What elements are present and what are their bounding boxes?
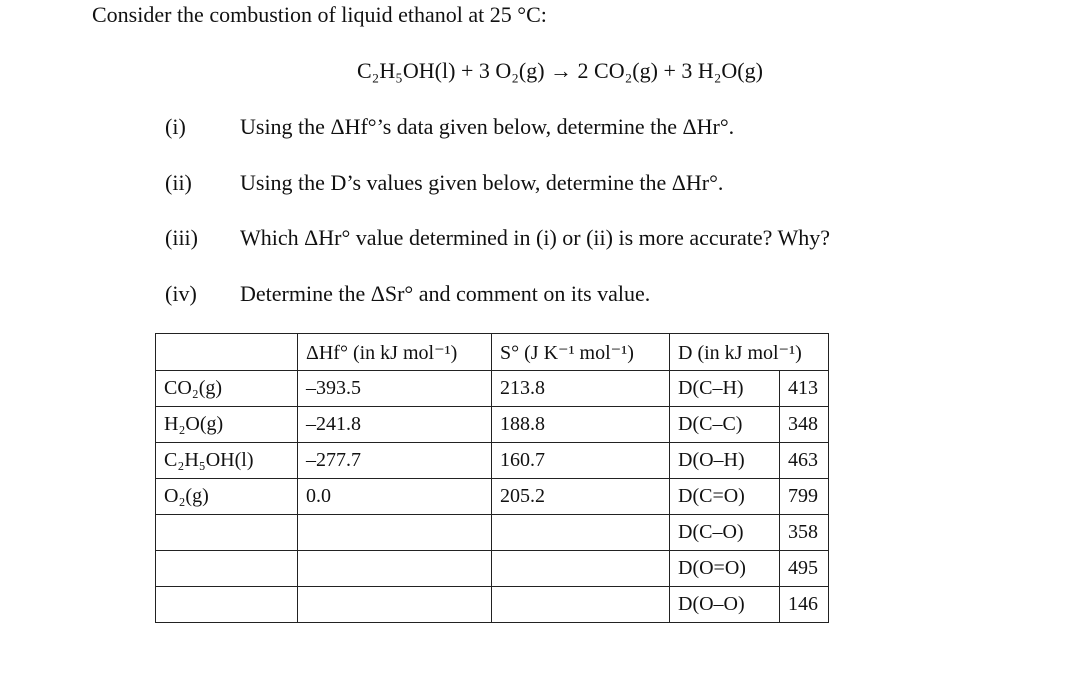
species-cell: CO₂(g) — [156, 371, 298, 407]
table-row — [156, 443, 829, 479]
table-row — [156, 587, 829, 623]
intro-text: Consider the combustion of liquid ethanol at 25 °C: — [92, 2, 547, 27]
bond-energy-cell: 348 — [780, 407, 829, 443]
reaction-equation: C₂H₅OH(l) + 3 O₂(g) → 2 CO₂(g) + 3 H₂O(g) — [357, 58, 763, 83]
entropy-cell: 188.8 — [492, 407, 670, 443]
thermo-data-table — [155, 333, 829, 623]
table-row — [156, 371, 829, 407]
bond-cell: D(C=O) — [670, 479, 780, 515]
header-entropy: S° (J K⁻¹ mol⁻¹) — [492, 334, 670, 371]
entropy-cell — [492, 551, 670, 587]
bond-energy-cell: 146 — [780, 587, 829, 623]
species-cell: O₂(g) — [156, 479, 298, 515]
entropy-cell: 160.7 — [492, 443, 670, 479]
table-row — [156, 551, 829, 587]
question-number: (iv) — [165, 281, 197, 306]
bond-energy-cell: 495 — [780, 551, 829, 587]
species-cell: C₂H₅OH(l) — [156, 443, 298, 479]
question-number: (i) — [165, 114, 186, 139]
table-row — [156, 407, 829, 443]
bond-cell: D(O–H) — [670, 443, 780, 479]
table-row — [156, 515, 829, 551]
dhf-cell: –393.5 — [298, 371, 492, 407]
entropy-cell: 213.8 — [492, 371, 670, 407]
bond-cell: D(O=O) — [670, 551, 780, 587]
bond-cell: D(C–H) — [670, 371, 780, 407]
bond-energy-cell: 358 — [780, 515, 829, 551]
header-species — [156, 334, 298, 371]
question-text: Using the D’s values given below, determine the ΔHr°. — [240, 170, 724, 195]
dhf-cell — [298, 587, 492, 623]
species-cell — [156, 515, 298, 551]
bond-energy-cell: 463 — [780, 443, 829, 479]
dhf-cell — [298, 551, 492, 587]
table-row — [156, 479, 829, 515]
entropy-cell: 205.2 — [492, 479, 670, 515]
dhf-cell — [298, 515, 492, 551]
species-cell — [156, 587, 298, 623]
header-bond-energy: D (in kJ mol⁻¹) — [670, 334, 829, 371]
bond-cell: D(O–O) — [670, 587, 780, 623]
bond-energy-cell: 799 — [780, 479, 829, 515]
question-number: (iii) — [165, 225, 198, 250]
table-header-row — [156, 334, 829, 371]
header-dhf: ΔHf° (in kJ mol⁻¹) — [298, 334, 492, 371]
bond-cell: D(C–O) — [670, 515, 780, 551]
question-text: Determine the ΔSr° and comment on its value. — [240, 281, 651, 306]
species-cell: H₂O(g) — [156, 407, 298, 443]
question-number: (ii) — [165, 170, 192, 195]
dhf-cell: –277.7 — [298, 443, 492, 479]
dhf-cell: 0.0 — [298, 479, 492, 515]
dhf-cell: –241.8 — [298, 407, 492, 443]
entropy-cell — [492, 515, 670, 551]
entropy-cell — [492, 587, 670, 623]
bond-cell: D(C–C) — [670, 407, 780, 443]
question-text: Which ΔHr° value determined in (i) or (ii) is more accurate? Why? — [240, 225, 831, 250]
bond-energy-cell: 413 — [780, 371, 829, 407]
species-cell — [156, 551, 298, 587]
question-text: Using the ΔHf°’s data given below, determine the ΔHr°. — [240, 114, 735, 139]
